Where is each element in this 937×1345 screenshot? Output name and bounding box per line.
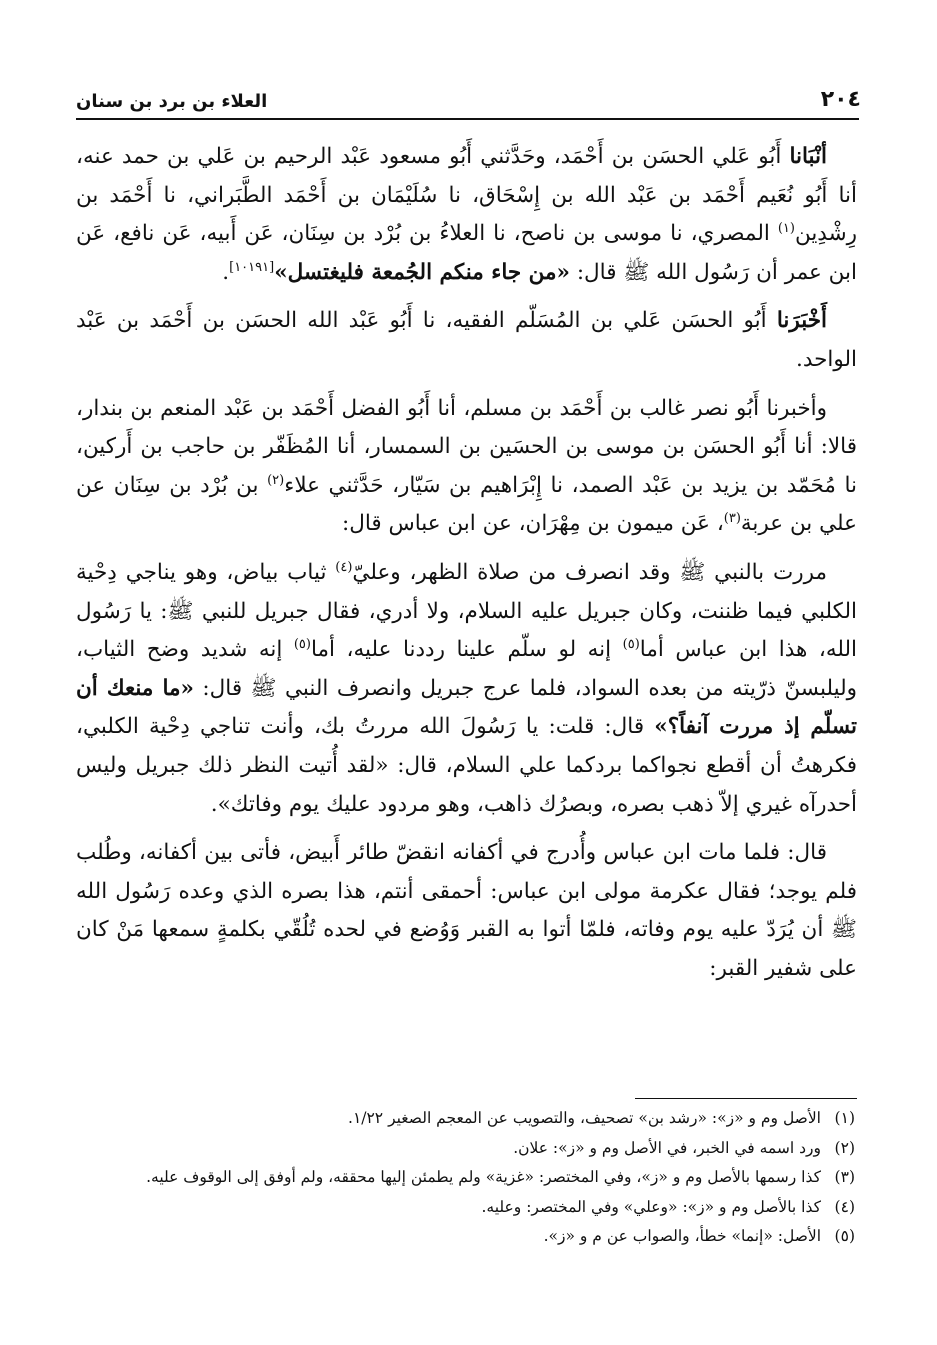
hadith-quote: «ما منعك أن تسلّم إذ مررت آنفاً؟» bbox=[76, 675, 858, 740]
footnote-marker: (٥) bbox=[293, 636, 311, 652]
paragraph bbox=[76, 302, 857, 379]
text-run: مررت بالنبي ﷺ وقد انصرف من صلاة الظهر، وعليّ bbox=[352, 559, 827, 585]
footnote-text: الأصل وم و «ز»: «رشد بن» تصحيف، والتصويب عن المعجم الصغير ١/٢٢. bbox=[348, 1109, 821, 1127]
text-run: . bbox=[222, 259, 230, 285]
paragraph-lead-word: أَخْبَرَنا bbox=[776, 308, 827, 334]
paragraph-lead-word: أنْبَانا bbox=[789, 144, 827, 169]
paragraph bbox=[76, 834, 857, 988]
footnote bbox=[76, 1104, 855, 1134]
body-text bbox=[76, 138, 857, 998]
text-run: إنه شديد وضح الثياب، وليلبسنّ ذرّيته من بعده السواد، فلما عرج جبريل وانصرف النبي ﷺ قال: bbox=[76, 637, 858, 701]
paragraph bbox=[76, 554, 857, 824]
footnote-marker: (٢) bbox=[267, 472, 285, 488]
paragraph bbox=[76, 390, 857, 544]
footnote-text: كذا رسمها بالأصل وم و «ز»، وفي المختصر: «غزية» ولم يطمئن إليها محققه، ولم أوفق إلى الوقوف عليه. bbox=[146, 1168, 821, 1187]
footnote-number: (٣) bbox=[834, 1168, 855, 1187]
text-run: إنه لو سلّم علينا رددنا عليه، أما bbox=[310, 637, 623, 663]
footnote-number: (٢) bbox=[834, 1138, 855, 1157]
footnote bbox=[76, 1222, 855, 1252]
footnote-text: الأصل: «إنما» خطأ، والصواب عن م و «ز». bbox=[543, 1227, 821, 1246]
page-number: ٢٠٤ bbox=[820, 87, 861, 112]
running-title: العلاء بن برد بن سنان bbox=[76, 91, 268, 112]
text-run: ، عَن ميمون بن مِهْرَان، عن ابن عباس قال: bbox=[341, 511, 724, 537]
footnote-rule bbox=[635, 1098, 857, 1099]
footnote-marker: (٥) bbox=[622, 636, 640, 652]
paragraph bbox=[76, 138, 857, 292]
footnote-text: كذا بالأصل وم و «ز»: «وعلي» وفي المختصر: وعليه. bbox=[481, 1197, 821, 1216]
text-run: قال: فلما مات ابن عباس وأُدرج في أكفانه انقضّ طائر أَبيض، فأتى بين أكفانه، وطُلب فلم يوجد؛ فقال عكرمة مولى ابن عباس: أحمقى أنتم، هذا بصره الذي وعده رَسُول الله ﷺ أن يُرَدّ عليه يوم وفاته، فلمّا أتوا به القبر وَوُضع في لحده تُلُقّي بكلمةٍ سمعها مَنْ كان على شفير القبر: bbox=[76, 840, 857, 981]
text-run: ثياب بياض، وهو يناجي دِحْية الكلبي فيما ظننت، وكان جبريل عليه السلام، ولا أدري، فقال جبريل للنبي ﷺ: يا رَسُول الله، هذا ابن عباس أما bbox=[76, 559, 857, 663]
footnote bbox=[76, 1193, 855, 1223]
text-run: المصري، نا موسى بن ناصح، نا العلاءُ بن بُرْد بن سِنَان، عَن أَبيه، عَن نافع، عَن ابن عمر أن رَسُول الله ﷺ قال: bbox=[76, 221, 857, 285]
running-head bbox=[76, 82, 861, 112]
text-run: أَبُو عَلي الحسَن بن أَحْمَد، وحَدَّثني أَبُو مسعود عَبْد الرحيم بن عَلي بن حمد عنه، أنا أَبُو نُعَيم أَحْمَد بن عَبْد الله بن إِسْحَاق، نا سُلَيْمَان بن أَحْمَد الطَّبَراني، نا أَحْمَد بن رِشْدِين bbox=[76, 144, 857, 247]
footnote-marker: (٣) bbox=[723, 511, 741, 527]
footnote-text: ورد اسمه في الخبر، في الأصل وم و «ز»: علان. bbox=[513, 1138, 821, 1157]
footnotes bbox=[76, 1104, 855, 1252]
text-run: أَبُو الحسَن عَلي بن المُسَلّم الفقيه، نا أَبُو عَبْد الله الحسَن بن أَحْمَد بن عَبْد الواحد. bbox=[76, 308, 857, 372]
footnote bbox=[76, 1163, 855, 1193]
footnote bbox=[76, 1134, 855, 1164]
text-run: قال: قلت: يا رَسُولَ الله مررتُ بك، وأنت تناجي دِحْية الكلبي، فكرهتُ أن أقطع نجواكما بردكما علي السلام، قال: «لقد أُتيت النظر ذلك جبريل وليس أحدرآه غيري إلاّ ذهب بصره، وبصرُك ذاهب، وهو مردود عليك يوم وفاتك». bbox=[76, 714, 857, 817]
footnote-marker: (١) bbox=[777, 221, 795, 237]
header-rule bbox=[76, 118, 859, 120]
footnote-number: (٤) bbox=[834, 1197, 855, 1216]
footnote-marker: [١٠١٩١] bbox=[229, 259, 275, 275]
hadith-quote: «من جاء منكم الجُمعة فليغتسل» bbox=[274, 259, 570, 285]
footnote-marker: (٤) bbox=[335, 559, 353, 575]
text-run: بن بُرْد بن سِنَان عن علي بن عربة bbox=[76, 472, 857, 537]
footnote-number: (١) bbox=[834, 1109, 855, 1127]
footnote-number: (٥) bbox=[834, 1227, 855, 1246]
text-run: وأخبرنا أَبُو نصر غالب بن أَحْمَد بن مسلم، أنا أَبُو الفضل أَحْمَد بن عَبْد المنعم بن بندار، قالا: أنا أَبُو الحسَن بن موسى بن الحسَين بن السمسار، أنا المُظَفّر بن حاجب بن أَركين، نا مُحَمّد بن يزيد بن عَبْد الصمد، نا إِبْرَاهيم بن سَيّار، حَدَّثني علاء bbox=[76, 395, 857, 498]
